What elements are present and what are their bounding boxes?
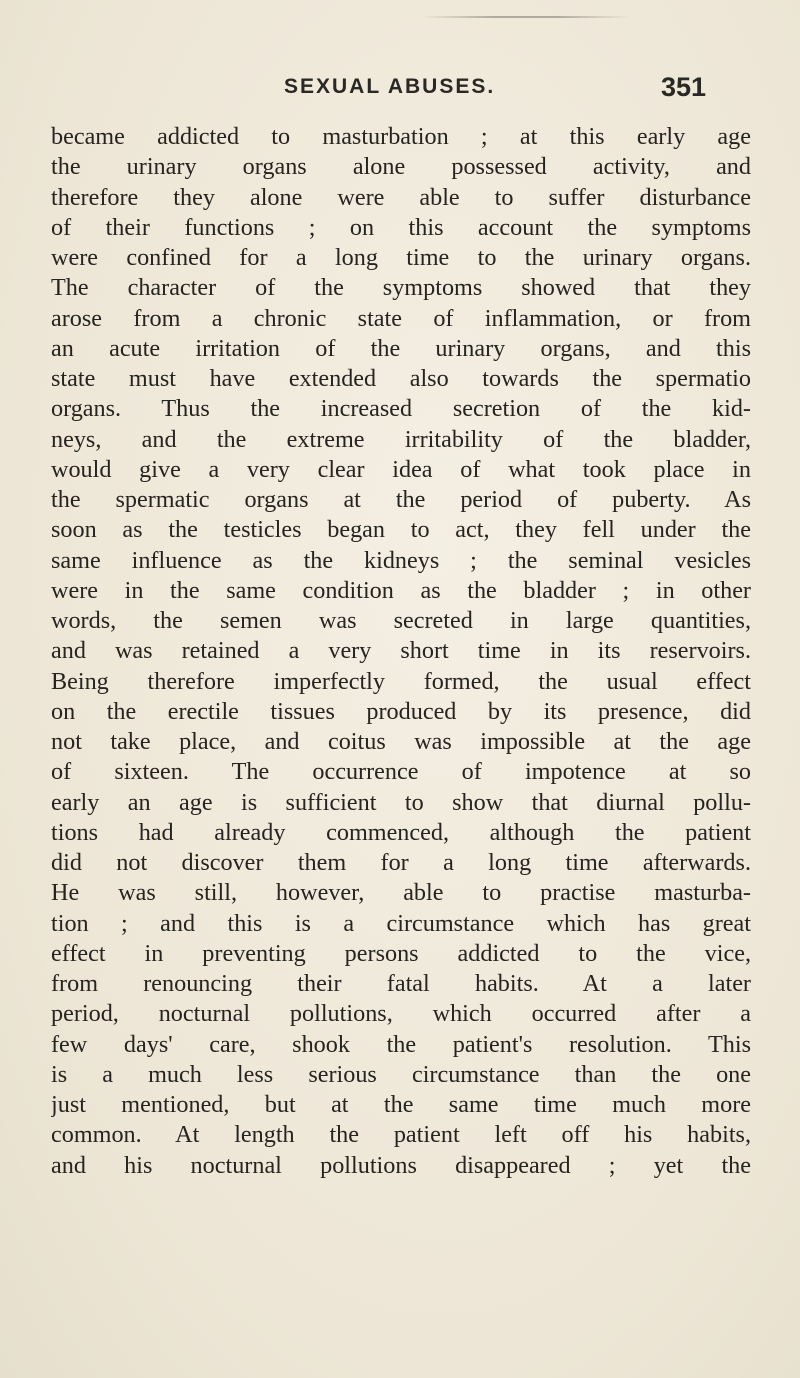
text-line: became addicted to masturbation ; at this early age [51,123,751,150]
text-line: the urinary organs alone possessed activity, and [51,153,751,181]
text-line: state must have extended also towards the spermatio [51,365,751,392]
text-line: is a much less serious circumstance than the one [51,1060,751,1088]
text-line: period, nocturnal pollutions, which occurred after a [51,1000,751,1028]
body-text [51,122,751,1181]
text-line: neys, and the extreme irritability of the bladder, [51,425,751,453]
text-line: tion ; and this is a circumstance which has great [51,909,751,937]
running-title: SEXUAL ABUSES. [284,75,496,98]
text-line: would give a very clear idea of what took place in [51,455,751,483]
text-line: He was still, however, able to practise masturba- [51,879,751,907]
text-line: few days' care, shook the patient's resolution. This [51,1030,751,1058]
text-line: same influence as the kidneys ; the seminal vesicles [51,546,751,574]
text-line: effect in preventing persons addicted to the vice, [51,939,751,967]
text-line: were in the same condition as the bladder ; in other [51,576,751,604]
page-number: 351 [661,72,707,102]
text-line: the spermatic organs at the period of puberty. As [51,486,751,513]
text-line: and his nocturnal pollutions disappeared ; yet the [51,1151,751,1179]
text-line: on the erectile tissues produced by its presence, did [51,697,751,725]
text-line: and was retained a very short time in its reservoirs. [51,637,751,665]
text-line: from renouncing their fatal habits. At a later [51,970,751,997]
text-line: organs. Thus the increased secretion of the kid- [51,395,751,423]
text-line: tions had already commenced, although the patient [51,818,751,846]
text-line: soon as the testicles began to act, they fell under the [51,516,751,544]
text-line: just mentioned, but at the same time much more [51,1091,751,1118]
text-line: Being therefore imperfectly formed, the usual effect [51,667,751,695]
text-line: an acute irritation of the urinary organs, and this [51,334,751,362]
text-line: early an age is sufficient to show that diurnal pollu- [51,788,751,816]
running-head [0,72,800,102]
text-line: words, the semen was secreted in large quantities, [51,607,751,634]
text-line: therefore they alone were able to suffer disturbance [51,183,751,211]
text-line: did not discover them for a long time afterwards. [51,849,751,876]
text-line: arose from a chronic state of inflammation, or from [51,304,751,332]
text-line: common. At length the patient left off his habits, [51,1121,751,1149]
text-line: The character of the symptoms showed that they [51,274,751,302]
text-line: of sixteen. The occurrence of impotence at so [51,758,751,786]
top-edge-mark [420,16,630,18]
text-line: were confined for a long time to the urinary organs. [51,244,751,271]
text-line: of their functions ; on this account the symptoms [51,213,751,241]
text-line: not take place, and coitus was impossible at the age [51,728,751,755]
